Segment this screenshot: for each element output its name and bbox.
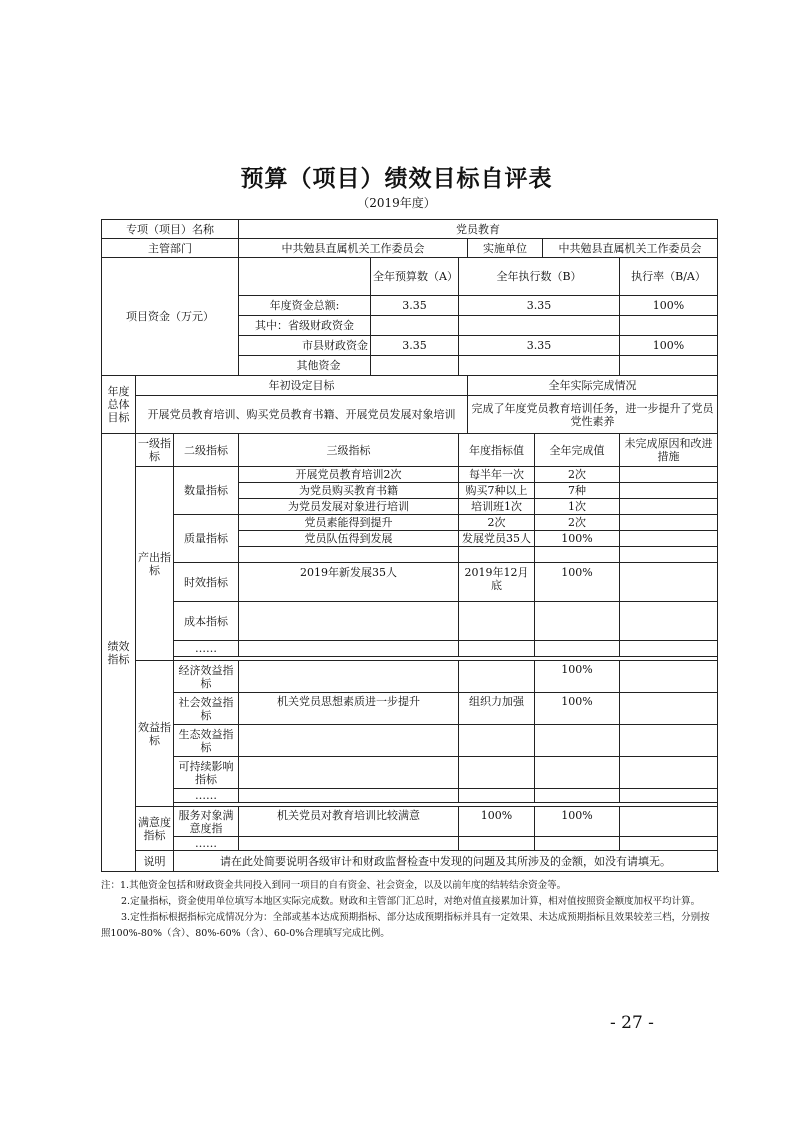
done-value <box>535 757 620 789</box>
sustainable-indicator-label: 可持续影响指标 <box>174 757 239 789</box>
goals-header-row <box>102 376 718 396</box>
funds-blank-header <box>239 258 371 296</box>
target-value <box>459 661 535 693</box>
project-name-row <box>102 220 718 239</box>
funds-row-exec <box>459 316 620 336</box>
reason-value <box>620 515 718 531</box>
funds-row-name: 其他资金 <box>239 356 371 376</box>
indicator-row <box>102 661 718 693</box>
level3-value: 为党员购买教育书籍 <box>239 483 459 499</box>
funds-rate-header: 执行率（B/A） <box>620 258 718 296</box>
funds-row-exec: 3.35 <box>459 336 620 356</box>
reason-value <box>620 483 718 499</box>
ecological-indicator-label: 生态效益指标 <box>174 725 239 757</box>
service-satisfaction-label: 服务对象满意度指 <box>174 807 239 837</box>
indicator-row <box>102 757 718 789</box>
remark-label: 说明 <box>136 851 174 872</box>
funds-row-budget: 3.35 <box>371 336 459 356</box>
funds-row-rate <box>620 316 718 336</box>
target-value <box>459 602 535 641</box>
level3-value: 党员队伍得到发展 <box>239 531 459 547</box>
target-value: 发展党员35人 <box>459 531 535 547</box>
done-value <box>535 837 620 851</box>
target-value <box>459 757 535 789</box>
done-header: 全年完成值 <box>535 434 620 467</box>
done-value: 100% <box>535 563 620 602</box>
level3-value: 为党员发展对象进行培训 <box>239 499 459 515</box>
done-value <box>535 641 620 657</box>
funds-row-rate: 100% <box>620 336 718 356</box>
funds-exec-header: 全年执行数（B） <box>459 258 620 296</box>
note-2: 2.定量指标，资金使用单位填写本地区实际完成数。财政和主管部门汇总时，对绝对值直接累加计算，相对值按照资金额度加权平均计算。 <box>121 896 701 907</box>
level3-value: 开展党员教育培训2次 <box>239 467 459 483</box>
reason-value <box>620 602 718 641</box>
funds-row-name: 市县财政资金 <box>239 336 371 356</box>
indicator-row <box>102 563 718 602</box>
goal-actual-text: 完成了年度党员教育培训任务，进一步提升了党员党性素养 <box>468 396 718 434</box>
note-3: 3.定性指标根据指标完成情况分为：全部或基本达成预期指标、部分达成预期指标并具有一定效果、未达成预期指标且效果较差三档，分别按照100%-80%（含）、80%-60%（含）、60-0%合理填写完成比例。 <box>101 912 710 939</box>
reason-header: 未完成原因和改进措施 <box>620 434 718 467</box>
funds-row-rate <box>620 356 718 376</box>
level3-value <box>239 757 459 789</box>
done-value <box>535 725 620 757</box>
goal-actual-header: 全年实际完成情况 <box>468 376 718 396</box>
remark-text: 请在此处简要说明各级审计和财政监督检查中发现的问题及其所涉及的金额，如没有请填无。 <box>174 851 718 872</box>
page-title: 预算（项目）绩效目标自评表 <box>240 165 553 192</box>
level3-value: 2019年新发展35人 <box>239 563 459 602</box>
target-value <box>459 789 535 803</box>
reason-value <box>620 661 718 693</box>
target-value <box>459 641 535 657</box>
indicator-row <box>102 789 718 803</box>
funds-row-exec <box>459 356 620 376</box>
funds-row-name: 其中：省级财政资金 <box>239 316 371 336</box>
goal-set-header: 年初设定目标 <box>136 376 468 396</box>
reason-value <box>620 725 718 757</box>
annual-goal-label: 年度总体目标 <box>102 376 136 434</box>
page-subtitle: （2019年度） <box>357 196 436 210</box>
evaluation-table <box>101 219 718 872</box>
level3-value: 机关党员思想素质进一步提升 <box>239 693 459 725</box>
done-value: 100% <box>535 693 620 725</box>
note-1: 注：1.其他资金包括和财政资金共同投入到同一项目的自有资金、社会资金，以及以前年度的结转结余资金等。 <box>101 880 567 891</box>
goal-set-text: 开展党员教育培训、购买党员教育书籍、开展党员发展对象培训 <box>136 396 468 434</box>
indicator-row <box>102 515 718 531</box>
time-indicator-label: 时效指标 <box>174 563 239 602</box>
target-header: 年度指标值 <box>459 434 535 467</box>
level3-header: 三级指标 <box>239 434 459 467</box>
funds-row-rate: 100% <box>620 296 718 316</box>
target-value <box>459 725 535 757</box>
goals-content-row <box>102 396 718 434</box>
level3-value <box>239 661 459 693</box>
target-value: 每半年一次 <box>459 467 535 483</box>
level3-value <box>239 725 459 757</box>
done-value: 7种 <box>535 483 620 499</box>
output-indicator-label: 产出指标 <box>136 467 174 661</box>
target-value: 组织力加强 <box>459 693 535 725</box>
done-value: 100% <box>535 807 620 837</box>
done-value: 100% <box>535 531 620 547</box>
reason-value <box>620 547 718 563</box>
indicator-row <box>102 693 718 725</box>
unit-value: 中共勉县直属机关工作委员会 <box>543 239 718 258</box>
done-value <box>535 602 620 641</box>
funds-budget-header: 全年预算数（A） <box>371 258 459 296</box>
funds-row-name: 年度资金总额: <box>239 296 371 316</box>
level3-value <box>239 602 459 641</box>
level3-value: 党员素能得到提升 <box>239 515 459 531</box>
level3-value <box>239 641 459 657</box>
reason-value <box>620 499 718 515</box>
funds-label: 项目资金（万元） <box>102 258 239 376</box>
reason-value <box>620 807 718 837</box>
indicator-row <box>102 837 718 851</box>
ellipsis: …… <box>174 789 239 803</box>
target-value: 2019年12月底 <box>459 563 535 602</box>
target-value: 购买7种以上 <box>459 483 535 499</box>
target-value <box>459 837 535 851</box>
reason-value <box>620 563 718 602</box>
level2-header: 二级指标 <box>174 434 239 467</box>
reason-value <box>620 531 718 547</box>
unit-label: 实施单位 <box>468 239 543 258</box>
done-value: 100% <box>535 661 620 693</box>
reason-value <box>620 837 718 851</box>
done-value: 2次 <box>535 467 620 483</box>
funds-row-exec: 3.35 <box>459 296 620 316</box>
target-value: 100% <box>459 807 535 837</box>
funds-row-budget: 3.35 <box>371 296 459 316</box>
dept-label: 主管部门 <box>102 239 239 258</box>
dept-value: 中共勉县直属机关工作委员会 <box>239 239 468 258</box>
indicator-row <box>102 467 718 483</box>
indicator-row <box>102 807 718 837</box>
perf-header-row <box>102 434 718 467</box>
satisfaction-indicator-label: 满意度指标 <box>136 807 174 851</box>
ellipsis: …… <box>174 641 239 657</box>
level3-value: 机关党员对教育培训比较满意 <box>239 807 459 837</box>
funds-row-budget <box>371 316 459 336</box>
reason-value <box>620 467 718 483</box>
done-value <box>535 547 620 563</box>
indicator-row <box>102 725 718 757</box>
indicator-row <box>102 602 718 641</box>
reason-value <box>620 641 718 657</box>
footnotes <box>101 878 717 942</box>
economic-indicator-label: 经济效益指标 <box>174 661 239 693</box>
done-value <box>535 789 620 803</box>
done-value: 1次 <box>535 499 620 515</box>
reason-value <box>620 693 718 725</box>
target-value: 培训班1次 <box>459 499 535 515</box>
quality-indicator-label: 质量指标 <box>174 515 239 563</box>
done-value: 2次 <box>535 515 620 531</box>
level1-header: 一级指标 <box>136 434 174 467</box>
perf-indicator-label: 绩效指标 <box>102 434 136 872</box>
reason-value <box>620 789 718 803</box>
project-name-label: 专项（项目）名称 <box>102 220 239 239</box>
target-value: 2次 <box>459 515 535 531</box>
reason-value <box>620 757 718 789</box>
social-indicator-label: 社会效益指标 <box>174 693 239 725</box>
quantity-indicator-label: 数量指标 <box>174 467 239 515</box>
indicator-row <box>102 641 718 657</box>
cost-indicator-label: 成本指标 <box>174 602 239 641</box>
benefit-indicator-label: 效益指标 <box>136 661 174 807</box>
department-row <box>102 239 718 258</box>
remark-row <box>102 851 718 872</box>
level3-value <box>239 789 459 803</box>
target-value <box>459 547 535 563</box>
level3-value <box>239 837 459 851</box>
page-number: - 27 - <box>610 1013 654 1033</box>
project-name-value: 党员教育 <box>239 220 718 239</box>
ellipsis: …… <box>174 837 239 851</box>
level3-value <box>239 547 459 563</box>
funds-header-row <box>102 258 718 296</box>
funds-row-budget <box>371 356 459 376</box>
